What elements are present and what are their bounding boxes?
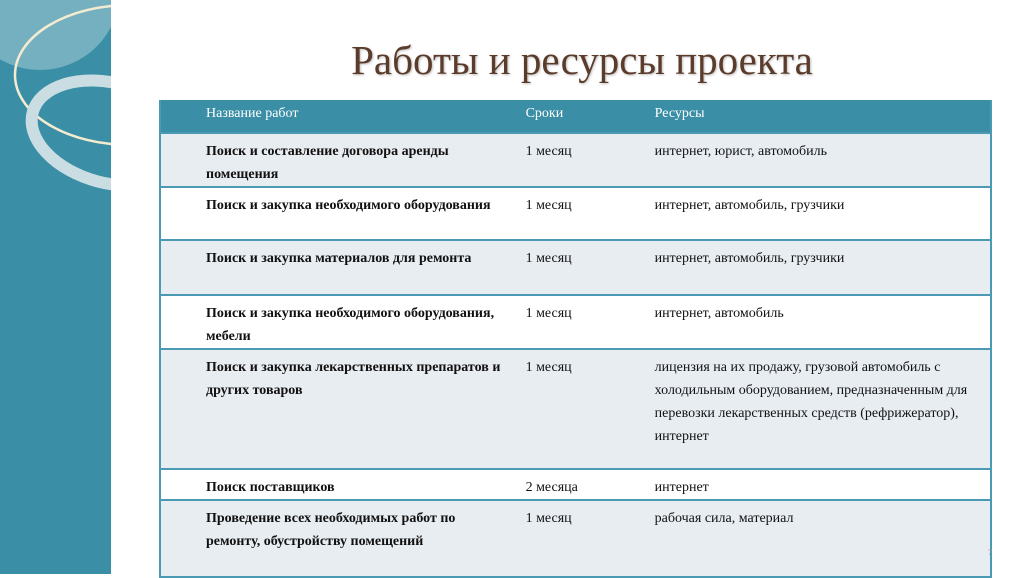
work-cell: Поиск и закупка лекарственных препаратов и других товаров bbox=[160, 349, 514, 469]
work-cell: Поиск и закупка необходимого оборудования bbox=[160, 187, 514, 240]
works-resources-table bbox=[159, 100, 992, 578]
table-row bbox=[160, 295, 991, 349]
resources-cell: интернет bbox=[650, 469, 991, 500]
work-cell: Поиск и составление договора аренды помещения bbox=[160, 133, 514, 187]
resources-cell: интернет, юрист, автомобиль bbox=[650, 133, 991, 187]
decorative-rings-icon bbox=[0, 0, 111, 574]
decorative-side-band bbox=[0, 0, 111, 574]
resources-cell: лицензия на их продажу, грузовой автомобиль с холодильным оборудованием, предназначенным для перевозки лекарственных средств (рефрижератор), интернет bbox=[650, 349, 991, 469]
table-header-row bbox=[160, 100, 991, 133]
page-number: 7 bbox=[988, 548, 992, 557]
resources-cell: интернет, автомобиль bbox=[650, 295, 991, 349]
term-cell: 1 месяц bbox=[514, 500, 650, 577]
resources-cell: интернет, автомобиль, грузчики bbox=[650, 187, 991, 240]
term-cell: 1 месяц bbox=[514, 240, 650, 295]
resources-cell: рабочая сила, материал bbox=[650, 500, 991, 577]
header-cell: Ресурсы bbox=[650, 100, 991, 133]
table-row bbox=[160, 500, 991, 577]
term-cell: 1 месяц bbox=[514, 349, 650, 469]
table-row bbox=[160, 187, 991, 240]
term-cell: 2 месяца bbox=[514, 469, 650, 500]
header-cell: Сроки bbox=[514, 100, 650, 133]
resources-cell: интернет, автомобиль, грузчики bbox=[650, 240, 991, 295]
term-cell: 1 месяц bbox=[514, 187, 650, 240]
term-cell: 1 месяц bbox=[514, 295, 650, 349]
table-row bbox=[160, 469, 991, 500]
table-row bbox=[160, 133, 991, 187]
slide-title: Работы и ресурсы проекта bbox=[351, 37, 813, 83]
work-cell: Поиск и закупка необходимого оборудования, мебели bbox=[160, 295, 514, 349]
term-cell: 1 месяц bbox=[514, 133, 650, 187]
header-cell: Название работ bbox=[160, 100, 514, 133]
table-row bbox=[160, 349, 991, 469]
work-cell: Поиск и закупка материалов для ремонта bbox=[160, 240, 514, 295]
work-cell: Проведение всех необходимых работ по ремонту, обустройству помещений bbox=[160, 500, 514, 577]
table-row bbox=[160, 240, 991, 295]
work-cell: Поиск поставщиков bbox=[160, 469, 514, 500]
